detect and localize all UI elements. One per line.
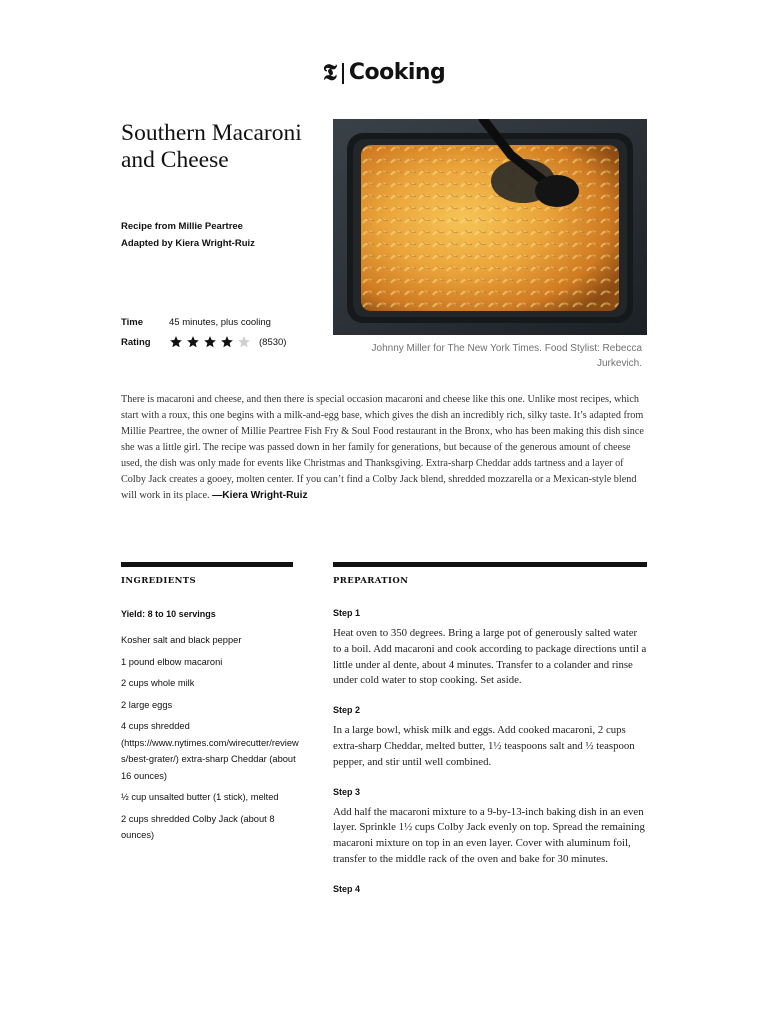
- logo-divider: [342, 63, 344, 84]
- step: [333, 883, 647, 895]
- intro-text: There is macaroni and cheese, and then there is special occasion macaroni and cheese like this one. Unlike most recipes, which start with a roux, this one begins with a milk-and-egg base, which gives the dish an incredibly rich, silky taste. It’s adapted from Millie Peartree, the owner of Millie Peartree Fish Fry & Soul Food restaurant in the Bronx, who has been making this dish since she was a little girl. The recipe was passed down in her family for generations, but because of the generous amount of cheese used, the dish was only made for events like Christmas and Thanksgiving. Extra-sharp Cheddar adds tartness and a layer of Colby Jack creates a gooey, molten center. If you can’t find a Colby Jack blend, shredded mozzarella or a Mexican-style blend will work in its place.: [121, 394, 644, 501]
- star-filled-icon[interactable]: [169, 335, 183, 349]
- rating-stars[interactable]: [169, 335, 251, 349]
- step-label: Step 4: [333, 883, 361, 894]
- preparation-rule: [333, 562, 647, 567]
- time-label: Time: [121, 316, 144, 328]
- ingredient-item: 1 pound elbow macaroni: [121, 656, 223, 667]
- rating-count: (8530): [259, 336, 287, 348]
- recipe-photo: [333, 119, 647, 335]
- photo-caption: Johnny Miller for The New York Times. Food Stylist: Rebecca Jurkevich.: [371, 343, 642, 369]
- recipe-intro: [121, 392, 647, 504]
- star-filled-icon[interactable]: [220, 335, 234, 349]
- ingredient-item: Kosher salt and black pepper: [121, 635, 242, 645]
- step: [333, 704, 647, 770]
- rating-label: Rating: [121, 336, 151, 348]
- step: [333, 607, 647, 689]
- nyt-t-logo-icon: 𝕿: [322, 59, 337, 86]
- step-label: Step 2: [333, 705, 361, 716]
- ingredients-heading: INGREDIENTS: [121, 576, 197, 586]
- ingredient-item: ½ cup unsalted butter (1 stick), melted: [121, 792, 279, 802]
- ingredient-item: 2 large eggs: [121, 699, 173, 710]
- time-row: [121, 315, 271, 329]
- preparation-steps: [333, 607, 647, 910]
- step: [333, 786, 647, 868]
- step-text: Add half the macaroni mixture to a 9-by-13-inch baking dish in an even layer. Sprinkle 1½ cups Colby Jack evenly on top. Spread the remaining macaroni mixture on top in an even layer. Cover with aluminum foil, transfer to the middle rack of the oven and bake for 30 minutes.: [333, 805, 645, 865]
- recipe-source: Recipe from Millie Peartree: [121, 221, 243, 232]
- star-filled-icon[interactable]: [203, 335, 217, 349]
- site-logo[interactable]: [0, 60, 768, 90]
- rating-row: [121, 335, 286, 349]
- intro-author: —Kiera Wright-Ruiz: [212, 490, 308, 501]
- logo-wordmark: Cooking: [348, 60, 446, 85]
- recipe-yield: Yield: 8 to 10 servings: [121, 609, 216, 619]
- step-text: In a large bowl, whisk milk and eggs. Add cooked macaroni, 2 cups extra-sharp Cheddar, melted butter, 1½ teaspoons salt and ½ teaspoon pepper, and stir until well combined.: [333, 724, 635, 768]
- ingredients-rule: [121, 562, 293, 567]
- step-label: Step 3: [333, 786, 361, 797]
- preparation-heading: PREPARATION: [333, 576, 409, 586]
- step-label: Step 1: [333, 608, 361, 618]
- step-text: Heat oven to 350 degrees. Bring a large pot of generously salted water to a boil. Add macaroni and cook according to package directions until a little under al dente, about 4 minutes. Transfer to a colander and rinse under cold water to stop cooking. Set aside.: [333, 627, 647, 687]
- time-value: 45 minutes, plus cooling: [169, 316, 271, 328]
- recipe-title: Southern Macaroni and Cheese: [121, 120, 302, 173]
- star-filled-icon[interactable]: [186, 335, 200, 349]
- recipe-adapter: Adapted by Kiera Wright-Ruiz: [121, 238, 255, 249]
- ingredient-list: [121, 632, 301, 849]
- ingredient-item: 2 cups whole milk: [121, 678, 195, 688]
- star-empty-icon[interactable]: [237, 335, 251, 349]
- ingredient-item: 4 cups shredded (https://www.nytimes.com/wirecutter/reviews/best-grater/) extra-sharp Cheddar (about 16 ounces): [121, 721, 299, 781]
- ingredient-item: 2 cups shredded Colby Jack (about 8 ounces): [121, 813, 275, 840]
